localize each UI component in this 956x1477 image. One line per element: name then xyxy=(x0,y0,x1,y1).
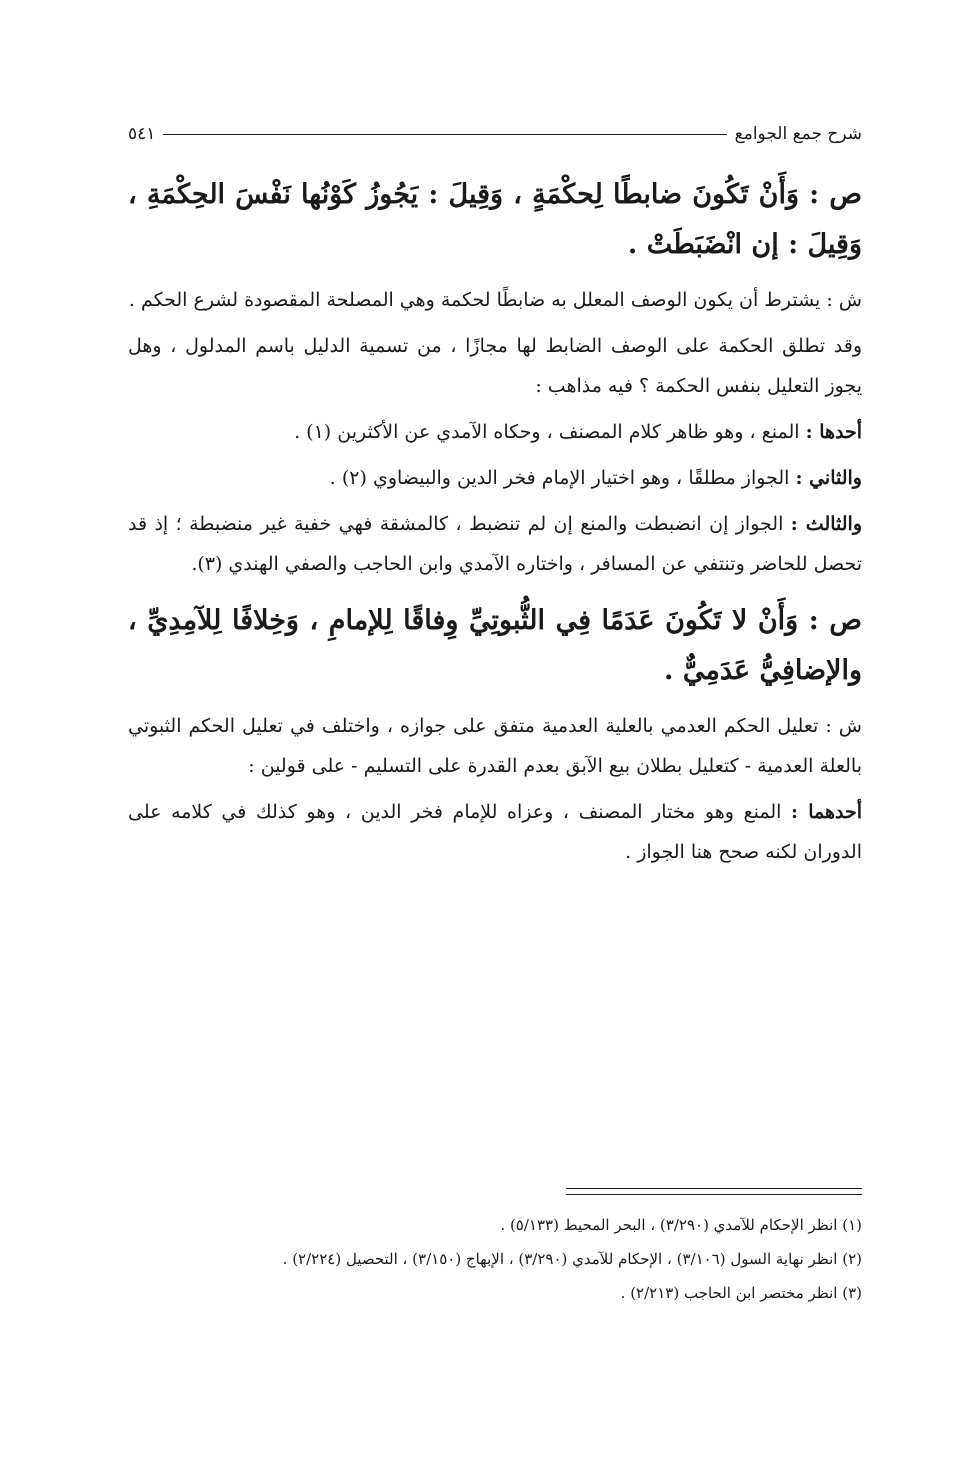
opinion-text: الجواز إن انضبطت والمنع إن لم تنضبط ، كالمشقة فهي خفية غير منضبطة ؛ إذ قد تحصل للحاضر وتنتفي عن المسافر ، واختاره الآمدي وابن الحاجب والصفي الهندي (٣). xyxy=(128,513,862,575)
opinion-paragraph xyxy=(128,458,862,498)
main-text xyxy=(128,170,862,878)
opinion-label: والثالث : xyxy=(790,513,862,535)
matn-paragraph: ص : وَأَنْ تَكُونَ ضابطًا لِحكْمَةٍ ، وَقِيلَ : يَجُوزُ كَوْنُها نَفْسَ الحِكْمَةِ ، وَقِيلَ : إن انْضَبَطَتْ . xyxy=(128,179,862,260)
sharh-paragraph: وقد تطلق الحكمة على الوصف الضابط لها مجازًا ، من تسمية الدليل باسم المدلول ، وهل يجوز التعليل بنفس الحكمة ؟ فيه مذاهب : xyxy=(128,335,862,397)
footnotes xyxy=(128,1212,862,1314)
matn-paragraph: ص : وَأَنْ لا تَكُونَ عَدَمًا فِي الثُّبوتِيِّ وِفاقًا لِلإمامِ ، وَخِلافًا لِلآمِدِيِّ ، والإضافِيُّ عَدَمِيٌّ . xyxy=(128,605,862,686)
running-header xyxy=(128,118,862,150)
opinion-label: أحدها : xyxy=(805,421,862,443)
footnote: (١) انظر الإحكام للآمدي (٣/٢٩٠) ، البحر المحيط (٥/١٣٣) . xyxy=(500,1216,862,1234)
footnote: (٢) انظر نهاية السول (٣/١٠٦) ، الإحكام للآمدي (٣/٢٩٠) ، الإبهاج (٣/١٥٠) ، التحصيل (٢/٢٢٤) . xyxy=(282,1250,862,1268)
footnote: (٣) انظر مختصر ابن الحاجب (٢/٢١٣) . xyxy=(620,1284,862,1302)
header-title: شرح جمع الجوامع xyxy=(734,124,862,144)
opinion-text: المنع ، وهو ظاهر كلام المصنف ، وحكاه الآمدي عن الأكثرين (١) . xyxy=(294,421,800,443)
opinion-text: الجواز مطلقًا ، وهو اختيار الإمام فخر الدين والبيضاوي (٢) . xyxy=(329,467,790,489)
opinion-paragraph xyxy=(128,412,862,452)
opinion-paragraph xyxy=(128,504,862,584)
sharh-paragraph: ش : تعليل الحكم العدمي بالعلية العدمية متفق على جوازه ، واختلف في تعليل الحكم الثبوتي بالعلة العدمية - كتعليل بطلان بيع الآبق بعدم القدرة على التسليم - على قولين : xyxy=(128,715,862,777)
opinion-label: والثاني : xyxy=(795,467,862,489)
opinion-label: أحدهما : xyxy=(791,801,863,823)
page-number: ٥٤١ xyxy=(128,124,156,144)
footnote-separator xyxy=(566,1188,862,1195)
opinion-paragraph xyxy=(128,792,862,872)
opinion-text: المنع وهو مختار المصنف ، وعزاه للإمام فخر الدين ، وهو كذلك في كلامه على الدوران لكنه صحح هنا الجواز . xyxy=(128,801,862,863)
sharh-paragraph: ش : يشترط أن يكون الوصف المعلل به ضابطًا لحكمة وهي المصلحة المقصودة لشرع الحكم . xyxy=(128,289,862,311)
header-rule xyxy=(163,134,726,135)
